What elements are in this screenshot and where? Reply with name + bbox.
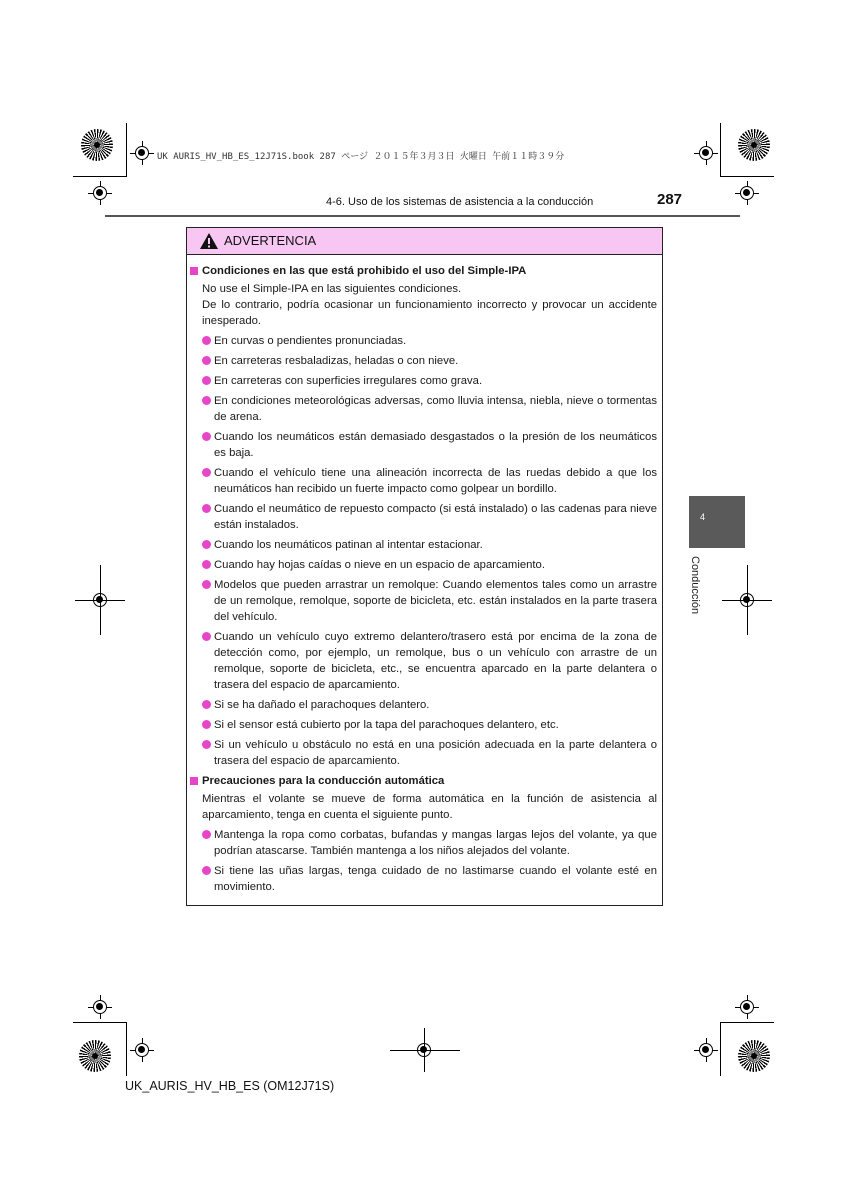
list-item: En condiciones meteorológicas adversas, como lluvia intensa, niebla, nieve o tormentas de arena. bbox=[189, 393, 657, 425]
list-item: Cuando los neumáticos patinan al intentar estacionar. bbox=[189, 537, 657, 553]
list-item: Cuando el neumático de repuesto compacto (si está instalado) o las cadenas para nieve están instalados. bbox=[189, 501, 657, 533]
list-item: Cuando el vehículo tiene una alineación incorrecta de las ruedas debido a que los neumáticos han recibido un fuerte impacto como golpear un bordillo. bbox=[189, 465, 657, 497]
section-paragraph: No use el Simple-IPA en las siguientes condiciones. De lo contrario, podría ocasionar un funcionamiento incorrecto y provocar un accidente inesperado. bbox=[202, 283, 657, 327]
header-rule bbox=[105, 215, 740, 217]
warning-header bbox=[187, 228, 662, 255]
section-heading: Condiciones en las que está prohibido el uso del Simple-IPA bbox=[189, 263, 657, 279]
registration-mark-icon bbox=[93, 186, 107, 200]
registration-mark-icon bbox=[699, 146, 713, 160]
registration-mark-icon bbox=[135, 1043, 149, 1057]
color-target-icon bbox=[79, 1040, 111, 1072]
chapter-tab-label: Conducción bbox=[689, 556, 701, 615]
list-item: Mantenga la ropa como corbatas, bufandas y mangas largas lejos del volante, ya que podrían atascarse. También mantenga a los niños alejados del volante. bbox=[189, 827, 657, 859]
page-number: 287 bbox=[657, 191, 683, 208]
document-code: UK_AURIS_HV_HB_ES (OM12J71S) bbox=[125, 1079, 335, 1093]
section-paragraph: Mientras el volante se mueve de forma automática en la función de asistencia al aparcamiento, tenga en cuenta el siguiente punto. bbox=[202, 793, 657, 821]
list-item: Cuando los neumáticos están demasiado desgastados o la presión de los neumáticos es baja. bbox=[189, 429, 657, 461]
section-automatic-driving bbox=[189, 773, 657, 895]
section-title: 4-6. Uso de los sistemas de asistencia a la conducción bbox=[326, 196, 594, 208]
chapter-tab bbox=[689, 496, 745, 548]
color-target-icon bbox=[738, 1040, 770, 1072]
list-item: En curvas o pendientes pronunciadas. bbox=[189, 333, 657, 349]
list-item: En carreteras con superficies irregulares como grava. bbox=[189, 373, 657, 389]
color-target-icon bbox=[738, 129, 770, 161]
section-prohibited bbox=[189, 263, 657, 769]
list-item: Si se ha dañado el parachoques delantero. bbox=[189, 697, 657, 713]
list-item: Si tiene las uñas largas, tenga cuidado de no lastimarse cuando el volante esté en movimiento. bbox=[189, 863, 657, 895]
list-item: Modelos que pueden arrastrar un remolque: Cuando elementos tales como un arrastre de un remolque, remolque, soporte de bicicleta, etc. están instalados en la parte trasera del vehículo. bbox=[189, 577, 657, 625]
registration-mark-icon bbox=[699, 1043, 713, 1057]
list-item: Cuando un vehículo cuyo extremo delantero/trasero está por encima de la zona de detección como, por ejemplo, un remolque, bus o un vehículo con arrastre de un remolque, soporte de bicicleta, etc., se encuentra aparcado en la parte delantera o trasera del espacio de aparcamiento. bbox=[189, 629, 657, 693]
warning-heading: ADVERTENCIA bbox=[224, 233, 317, 248]
registration-mark-icon bbox=[135, 146, 149, 160]
list-item: En carreteras resbaladizas, heladas o con nieve. bbox=[189, 353, 657, 369]
registration-mark-icon bbox=[740, 1000, 754, 1014]
print-info: UK AURIS_HV_HB_ES_12J71S.book 287 ページ ２０１５年３月３日 火曜日 午前１１時３９分 bbox=[157, 152, 565, 162]
list-item: Si el sensor está cubierto por la tapa del parachoques delantero, etc. bbox=[189, 717, 657, 733]
warning-content bbox=[189, 263, 657, 899]
warning-triangle-icon bbox=[199, 232, 219, 250]
list-item: Si un vehículo u obstáculo no está en una posición adecuada en la parte delantera o trasera del espacio de aparcamiento. bbox=[189, 737, 657, 769]
registration-mark-icon bbox=[93, 1000, 107, 1014]
chapter-tab-number: 4 bbox=[700, 512, 706, 522]
section-heading: Precauciones para la conducción automática bbox=[189, 773, 657, 789]
list-item: Cuando hay hojas caídas o nieve en un espacio de aparcamiento. bbox=[189, 557, 657, 573]
color-target-icon bbox=[81, 129, 113, 161]
registration-mark-icon bbox=[740, 186, 754, 200]
